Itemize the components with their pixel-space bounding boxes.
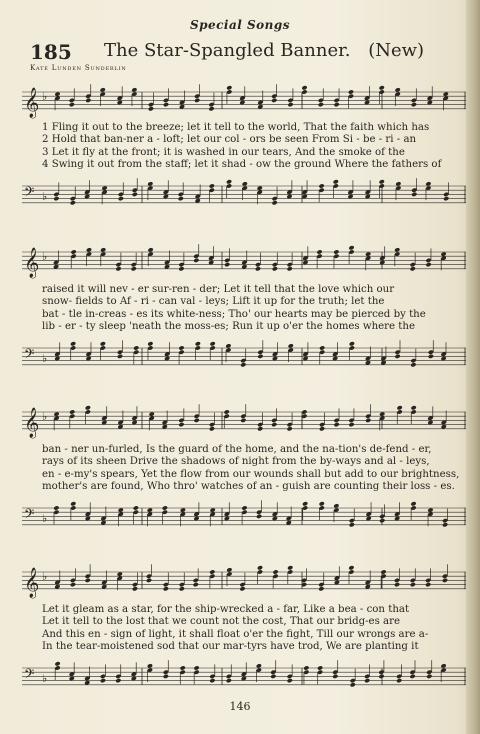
bass-clef-icon: 𝄢 xyxy=(24,346,35,365)
treble-staff xyxy=(22,564,466,604)
flat-icon: ♭ xyxy=(42,190,48,203)
flat-icon: ♭ xyxy=(42,672,48,685)
song-number: 185 xyxy=(30,40,72,64)
lyric-line: snow- fields to Af - ri - can val - leys; Lift it up for the truth; let the xyxy=(42,296,385,308)
music-system-4 xyxy=(22,558,466,703)
flat-icon: ♭ xyxy=(42,90,48,103)
flat-icon: ♭ xyxy=(42,570,48,583)
section-header: Special Songs xyxy=(189,18,291,32)
lyric-line: ban - ner un-furled, Is the guard of the home, and the na-tion's de-fend - er, xyxy=(42,444,432,455)
lyric-line: 4 Swing it out from the staff; let it shad - ow the ground Where the fathers of xyxy=(42,159,442,171)
lyric-line: Let it gleam as a star, for the ship-wrecked a - far, Like a bea - con that xyxy=(42,604,410,615)
treble-clef-icon: 𝄞 xyxy=(24,88,40,118)
bass-staff xyxy=(22,340,466,380)
treble-staff xyxy=(22,404,466,444)
lyric-line: 3 Let it fly at the front; it is washed in our tears, And the smoke of the xyxy=(42,146,405,158)
lyric-line: rays of its sheen Drive the shadows of night from the by-ways and al - leys, xyxy=(42,456,430,468)
lyrics-block xyxy=(42,122,441,172)
bass-clef-icon: 𝄢 xyxy=(24,666,35,685)
bass-clef-icon: 𝄢 xyxy=(24,184,35,203)
lyric-line: 2 Hold that ban-ner a - loft; let our col - ors be seen From Si - be - ri - an xyxy=(42,134,417,146)
page-number: 146 xyxy=(229,700,251,713)
music-system-1 xyxy=(22,78,466,228)
music-system-2 xyxy=(22,238,466,388)
treble-staff xyxy=(22,84,466,124)
treble-clef-icon: 𝄞 xyxy=(24,248,40,278)
bass-clef-icon: 𝄢 xyxy=(24,506,35,525)
lyrics-block xyxy=(42,444,459,494)
treble-staff xyxy=(22,244,466,284)
song-title-text: The Star-Spangled Banner. xyxy=(104,40,351,61)
bass-staff xyxy=(22,178,466,218)
music-system-3 xyxy=(22,398,466,548)
lyric-line: And this en - sign of light, it shall float o'er the fight, Till our wrongs are a- xyxy=(42,628,429,640)
lyric-line: lib - er - ty sleep 'neath the moss-es; Run it up o'er the homes where the xyxy=(42,321,415,333)
treble-clef-icon: 𝄞 xyxy=(24,568,40,598)
flat-icon: ♭ xyxy=(42,512,48,525)
lyric-line: en - e-my's spears, Yet the flow from our wounds shall but add to our brightness, xyxy=(42,468,460,480)
lyrics-block xyxy=(42,284,426,334)
lyric-line: 1 Fling it out to the breeze; let it tell to the world, That the faith which has xyxy=(42,122,430,133)
lyric-line: Let it tell to the lost that we count not the cost, That our bridg-es are xyxy=(42,616,401,628)
lyrics-block xyxy=(42,604,428,654)
song-title xyxy=(104,40,424,61)
composer-credit: Kate Lunden Sunderlin xyxy=(30,64,127,72)
song-note: (New) xyxy=(368,40,425,61)
lyric-line: mother's are found, Who thro' watches of an - guish are counting their loss - es. xyxy=(42,481,455,493)
lyric-line: raised it will nev - er sur-ren - der; Let it tell that the love which our xyxy=(42,284,395,295)
flat-icon: ♭ xyxy=(42,410,48,423)
lyric-line: In the tear-moistened sod that our mar-tyrs have trod, We are planting it xyxy=(42,641,419,653)
bass-staff xyxy=(22,500,466,540)
lyric-line: bat - tle in-creas - es its white-ness; Tho' our hearts may be pierced by the xyxy=(42,308,426,320)
flat-icon: ♭ xyxy=(42,250,48,263)
bass-staff xyxy=(22,660,466,700)
book-spine xyxy=(466,0,480,734)
flat-icon: ♭ xyxy=(42,352,48,365)
treble-clef-icon: 𝄞 xyxy=(24,408,40,438)
